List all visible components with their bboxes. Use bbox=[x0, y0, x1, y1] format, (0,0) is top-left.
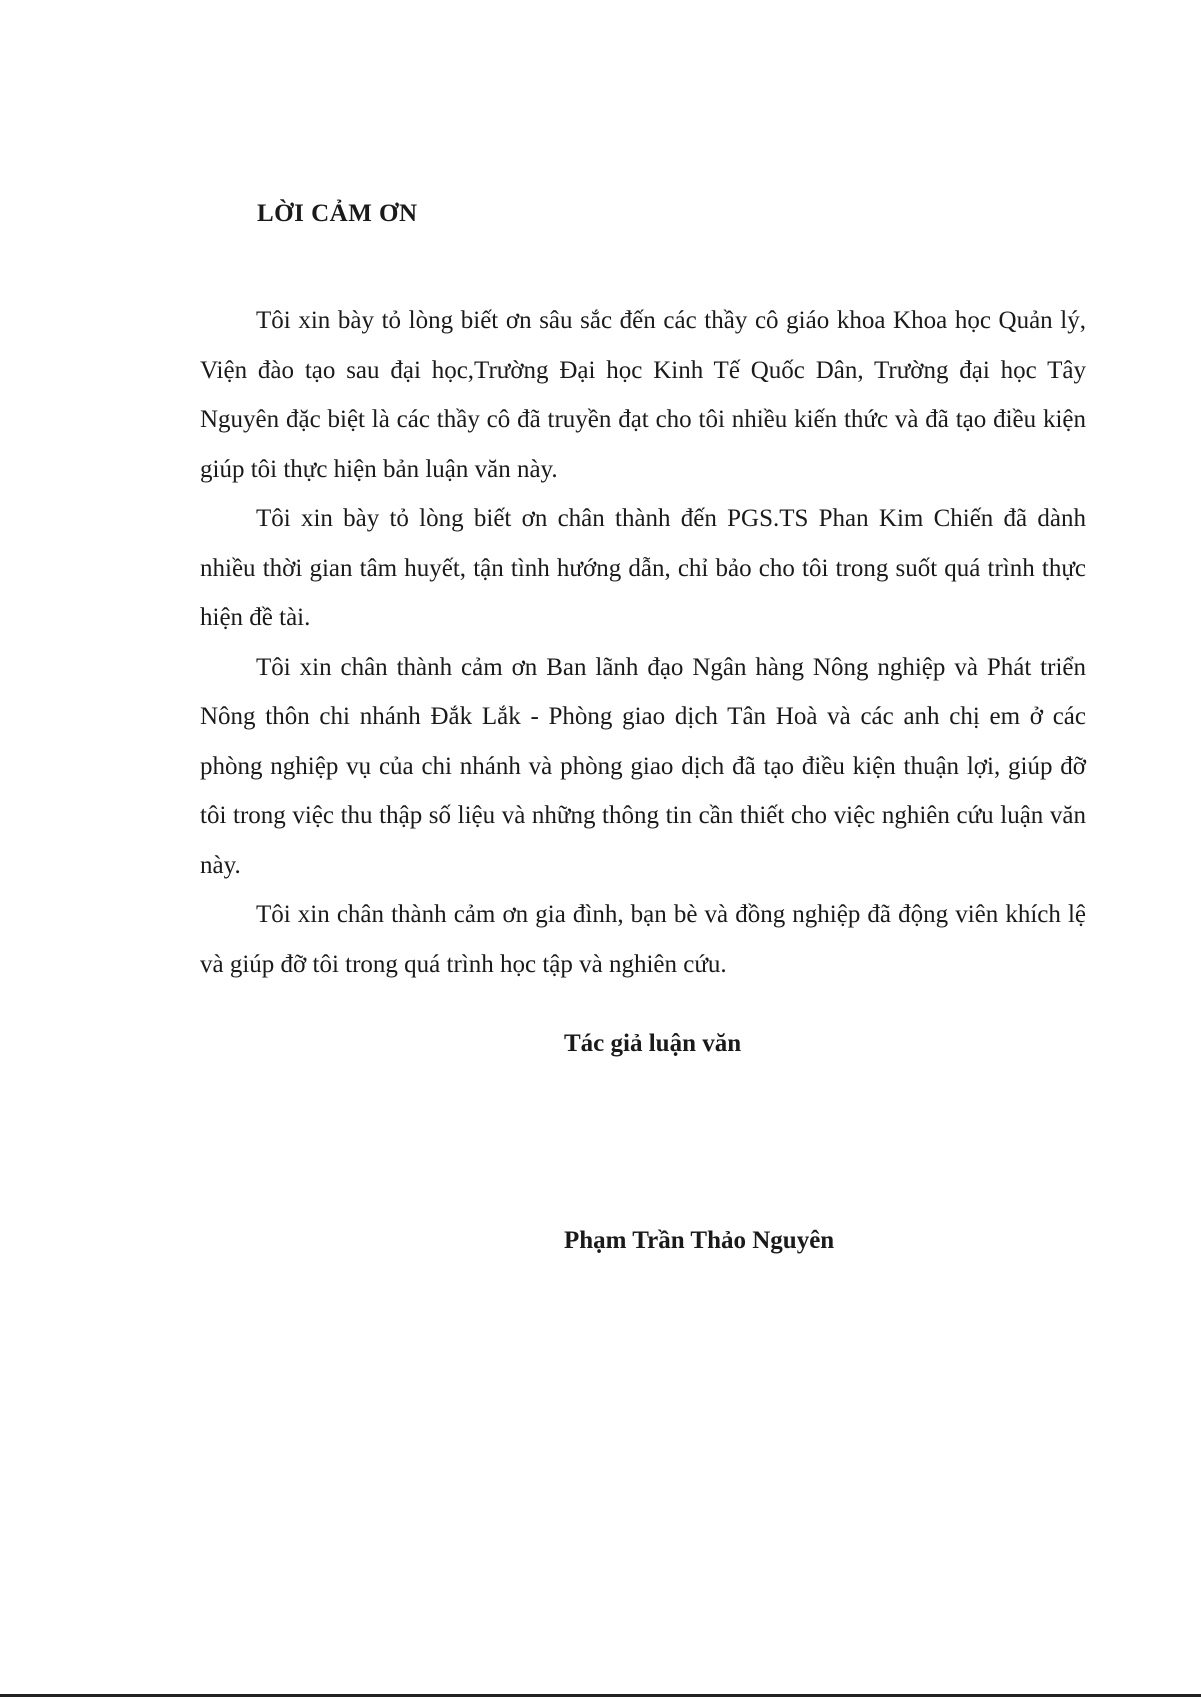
author-name: Phạm Trần Thảo Nguyên bbox=[564, 1227, 835, 1254]
author-label: Tác giả luận văn bbox=[564, 1030, 742, 1057]
page-bottom-rule bbox=[0, 1694, 1201, 1697]
acknowledgement-body bbox=[200, 296, 1086, 989]
page-title: LỜI CẢM ƠN bbox=[257, 200, 418, 227]
paragraph-3: Tôi xin chân thành cảm ơn Ban lãnh đạo Ngân hàng Nông nghiệp và Phát triển Nông thôn chi nhánh Đắk Lắk - Phòng giao dịch Tân Hoà và các anh chị em ở các phòng nghiệp vụ của chi nhánh và phòng giao dịch đã tạo điều kiện thuận lợi, giúp đỡ tôi trong việc thu thập số liệu và những thông tin cần thiết cho việc nghiên cứu luận văn này. bbox=[200, 653, 1086, 879]
paragraph-4: Tôi xin chân thành cảm ơn gia đình, bạn bè và đồng nghiệp đã động viên khích lệ và giúp đỡ tôi trong quá trình học tập và nghiên cứu. bbox=[200, 901, 1086, 978]
paragraph-1: Tôi xin bày tỏ lòng biết ơn sâu sắc đến các thầy cô giáo khoa Khoa học Quản lý, Viện đào tạo sau đại học,Trường Đại học Kinh Tế Quốc Dân, Trường đại học Tây Nguyên đặc biệt là các thầy cô đã truyền đạt cho tôi nhiều kiến thức và đã tạo điều kiện giúp tôi thực hiện bản luận văn này. bbox=[200, 307, 1086, 483]
paragraph-2: Tôi xin bày tỏ lòng biết ơn chân thành đến PGS.TS Phan Kim Chiến đã dành nhiều thời gian tâm huyết, tận tình hướng dẫn, chỉ bảo cho tôi trong suốt quá trình thực hiện đề tài. bbox=[200, 505, 1086, 631]
